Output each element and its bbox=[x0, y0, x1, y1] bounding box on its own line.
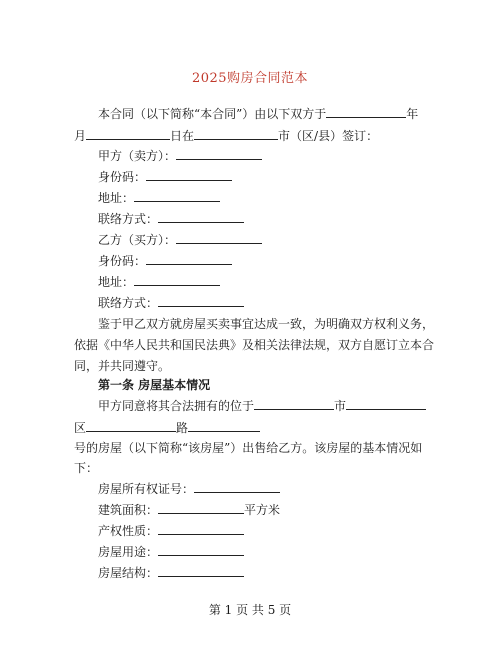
party-a-contact-line bbox=[98, 210, 244, 227]
area-blank bbox=[158, 501, 244, 514]
id-blank bbox=[146, 168, 232, 181]
contact-label: 联络方式： bbox=[98, 212, 159, 226]
cert-blank bbox=[194, 480, 280, 493]
nature-line bbox=[98, 522, 244, 539]
area-line bbox=[98, 501, 280, 518]
document-title: 2025购房合同范本 bbox=[191, 71, 309, 86]
city-blank bbox=[254, 397, 334, 410]
intro-line-2 bbox=[74, 127, 378, 144]
day-label: 日在 bbox=[170, 129, 195, 143]
district-blank bbox=[346, 397, 426, 410]
city-label: 市（区/县）签订： bbox=[278, 129, 379, 143]
contact-blank bbox=[158, 294, 244, 307]
structure-blank bbox=[158, 564, 244, 577]
nature-blank bbox=[158, 522, 244, 535]
cert-label: 房屋所有权证号： bbox=[98, 482, 195, 496]
party-b-label: 乙方（买方）： bbox=[98, 233, 177, 247]
recital-line-3: 同，并共同遵守。 bbox=[74, 359, 171, 373]
party-a-label: 甲方（卖方）： bbox=[98, 149, 177, 163]
party-b-contact-line bbox=[98, 294, 244, 311]
intro-text: 本合同（以下简称“本合同”）由以下双方于 bbox=[98, 107, 327, 121]
party-b-id-line bbox=[98, 252, 232, 269]
usage-label: 房屋用途： bbox=[98, 545, 159, 559]
article-1-line-2 bbox=[74, 419, 260, 436]
recital-line-2: 依据《中华人民共和国民法典》及相关法律法规，双方自愿订立本合 bbox=[74, 338, 435, 352]
nature-label: 产权性质： bbox=[98, 524, 159, 538]
road-blank bbox=[86, 419, 176, 432]
id-label: 身份码： bbox=[98, 170, 147, 184]
month-label: 月 bbox=[74, 129, 87, 143]
district-label: 区 bbox=[74, 421, 87, 435]
address-label: 地址： bbox=[98, 191, 135, 205]
road-label: 路 bbox=[176, 421, 189, 435]
article-1-heading: 第一条 房屋基本情况 bbox=[98, 378, 211, 392]
party-a-blank bbox=[176, 147, 262, 160]
location-text: 甲方同意将其合法拥有的位于 bbox=[98, 399, 255, 413]
area-unit: 平方米 bbox=[244, 503, 281, 517]
year-label: 年 bbox=[406, 107, 419, 121]
cert-line bbox=[98, 480, 280, 497]
city-label: 市 bbox=[334, 399, 347, 413]
party-a-id-line bbox=[98, 168, 232, 185]
article-1-line-4: 下： bbox=[74, 461, 99, 475]
article-1-line-1 bbox=[98, 397, 426, 414]
number-blank bbox=[188, 419, 260, 432]
date-blank bbox=[326, 105, 406, 118]
address-blank bbox=[134, 273, 220, 286]
structure-label: 房屋结构： bbox=[98, 566, 159, 580]
party-b-line bbox=[98, 231, 262, 248]
usage-line bbox=[98, 543, 244, 560]
place-blank bbox=[194, 127, 278, 140]
article-1-line-3: 号的房屋（以下简称“该房屋”）出售给乙方。该房屋的基本情况如 bbox=[74, 441, 423, 455]
address-blank bbox=[134, 189, 220, 202]
recital-line-1: 鉴于甲乙双方就房屋买卖事宜达成一致，为明确双方权利义务， bbox=[98, 317, 435, 331]
party-b-address-line bbox=[98, 273, 220, 290]
id-label: 身份码： bbox=[98, 254, 147, 268]
party-a-address-line bbox=[98, 189, 220, 206]
structure-line bbox=[98, 564, 244, 581]
party-a-line bbox=[98, 147, 262, 164]
id-blank bbox=[146, 252, 232, 265]
usage-blank bbox=[158, 543, 244, 556]
party-b-blank bbox=[176, 231, 262, 244]
page-footer: 第 1 页 共 5 页 bbox=[208, 603, 292, 617]
intro-line-1 bbox=[98, 105, 418, 122]
address-label: 地址： bbox=[98, 275, 135, 289]
contact-label: 联络方式： bbox=[98, 296, 159, 310]
month-blank bbox=[86, 127, 170, 140]
area-label: 建筑面积： bbox=[98, 503, 159, 517]
contact-blank bbox=[158, 210, 244, 223]
